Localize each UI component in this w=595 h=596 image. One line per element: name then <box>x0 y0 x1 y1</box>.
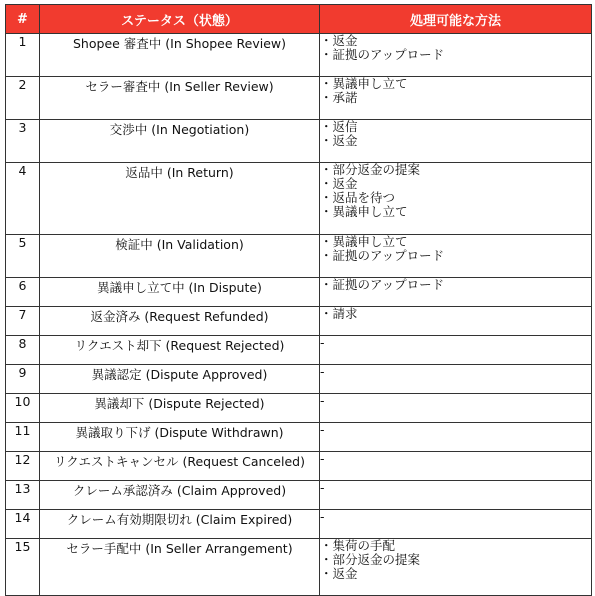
row-methods <box>320 235 592 278</box>
row-status: 異議取り下げ (Dispute Withdrawn) <box>40 423 320 452</box>
method-item: ・異議申し立て <box>320 234 408 249</box>
row-number: 8 <box>6 336 40 365</box>
header-methods: 処理可能な方法 <box>320 5 592 34</box>
method-item: ・返金 <box>320 133 358 148</box>
row-methods <box>320 77 592 120</box>
row-methods <box>320 120 592 163</box>
row-status: Shopee 審査中 (In Shopee Review) <box>40 34 320 77</box>
method-item: - <box>320 422 325 437</box>
table-row <box>6 365 592 394</box>
method-item: ・異議申し立て <box>320 204 408 219</box>
method-item: - <box>320 480 325 495</box>
row-status: クレーム有効期限切れ (Claim Expired) <box>40 510 320 539</box>
method-item: - <box>320 509 325 524</box>
row-number: 14 <box>6 510 40 539</box>
row-number: 13 <box>6 481 40 510</box>
table-row <box>6 423 592 452</box>
row-status: 検証中 (In Validation) <box>40 235 320 278</box>
method-item: ・返品を待つ <box>320 190 396 205</box>
header-status: ステータス（状態） <box>40 5 320 34</box>
table-row <box>6 481 592 510</box>
table-row <box>6 539 592 596</box>
row-methods <box>320 336 592 365</box>
row-number: 12 <box>6 452 40 481</box>
row-number: 4 <box>6 163 40 235</box>
row-methods <box>320 539 592 596</box>
method-item: ・証拠のアップロード <box>320 277 445 292</box>
table-row <box>6 120 592 163</box>
row-methods <box>320 278 592 307</box>
table-row <box>6 452 592 481</box>
method-item: ・部分返金の提案 <box>320 552 421 567</box>
row-status: 異議申し立て中 (In Dispute) <box>40 278 320 307</box>
method-item: - <box>320 335 325 350</box>
method-item: - <box>320 393 325 408</box>
row-number: 3 <box>6 120 40 163</box>
row-methods <box>320 481 592 510</box>
table-row <box>6 336 592 365</box>
row-status: リクエスト却下 (Request Rejected) <box>40 336 320 365</box>
method-item: ・返信 <box>320 119 358 134</box>
row-number: 1 <box>6 34 40 77</box>
row-methods <box>320 394 592 423</box>
row-status: 交渉中 (In Negotiation) <box>40 120 320 163</box>
row-number: 11 <box>6 423 40 452</box>
table-row <box>6 307 592 336</box>
method-item: ・証拠のアップロード <box>320 248 445 263</box>
table-row <box>6 278 592 307</box>
method-item: - <box>320 364 325 379</box>
method-item: ・返金 <box>320 566 358 581</box>
method-item: ・請求 <box>320 306 358 321</box>
status-table <box>5 4 592 596</box>
row-status: セラー手配中 (In Seller Arrangement) <box>40 539 320 596</box>
method-item: - <box>320 451 325 466</box>
table-row <box>6 394 592 423</box>
row-number: 15 <box>6 539 40 596</box>
table-header <box>6 5 592 34</box>
row-number: 6 <box>6 278 40 307</box>
table-row <box>6 235 592 278</box>
table-row <box>6 77 592 120</box>
row-status: リクエストキャンセル (Request Canceled) <box>40 452 320 481</box>
row-status: クレーム承認済み (Claim Approved) <box>40 481 320 510</box>
table-row <box>6 34 592 77</box>
row-methods <box>320 307 592 336</box>
method-item: ・承諾 <box>320 90 358 105</box>
row-methods <box>320 510 592 539</box>
row-status: 異議認定 (Dispute Approved) <box>40 365 320 394</box>
header-num: # <box>6 5 40 34</box>
method-item: ・返金 <box>320 33 358 48</box>
table-row <box>6 510 592 539</box>
table-body <box>6 34 592 596</box>
row-status: 返金済み (Request Refunded) <box>40 307 320 336</box>
row-methods <box>320 365 592 394</box>
row-methods <box>320 34 592 77</box>
header-row <box>6 5 592 34</box>
row-status: 返品中 (In Return) <box>40 163 320 235</box>
row-status: 異議却下 (Dispute Rejected) <box>40 394 320 423</box>
row-methods <box>320 452 592 481</box>
method-item: ・部分返金の提案 <box>320 162 421 177</box>
method-item: ・証拠のアップロード <box>320 47 445 62</box>
table-row <box>6 163 592 235</box>
row-number: 5 <box>6 235 40 278</box>
row-status: セラー審査中 (In Seller Review) <box>40 77 320 120</box>
row-methods <box>320 423 592 452</box>
row-number: 10 <box>6 394 40 423</box>
method-item: ・異議申し立て <box>320 76 408 91</box>
row-methods <box>320 163 592 235</box>
method-item: ・集荷の手配 <box>320 538 396 553</box>
method-item: ・返金 <box>320 176 358 191</box>
row-number: 9 <box>6 365 40 394</box>
row-number: 2 <box>6 77 40 120</box>
row-number: 7 <box>6 307 40 336</box>
